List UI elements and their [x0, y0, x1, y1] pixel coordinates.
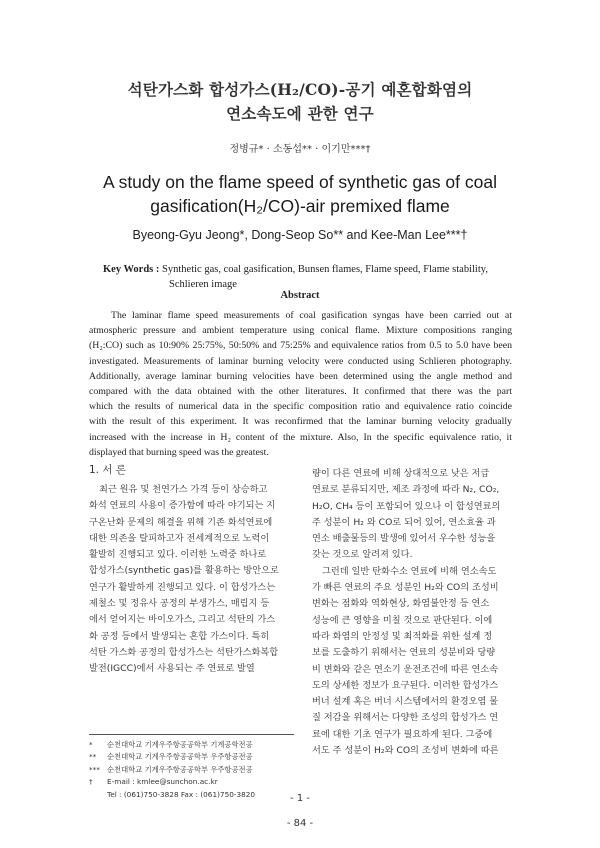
body-line: 변화는 점화와 역화현상, 화염불안정 등 연소	[312, 598, 490, 610]
body-line: 성능에 큰 영향을 미칠 것으로 판단된다. 이에	[312, 614, 493, 626]
footnote-text: 순천대학교 기계우주항공공학부 우주항공전공	[107, 752, 253, 762]
body-line: 료에 대한 기초 연구가 필요하게 된다. 그중에	[312, 728, 493, 740]
footnote-phone: Tel : (061)750-3828 Fax : (061)750-3820	[107, 789, 256, 799]
abstract-line: which the results of numerical data in the specific composition ratio and equivalence ratio coincide	[89, 401, 512, 413]
footnote-text: 순천대학교 기계우주항공공학부 우주항공전공	[107, 764, 253, 774]
abstract-body	[89, 308, 512, 460]
abstract-line: compared with the data obtained with the other literatures. It confirmed that there was the part	[89, 386, 512, 398]
keywords-line-1	[103, 262, 513, 277]
korean-title-line-2: 연소속도에 관한 연구	[226, 104, 374, 123]
footnote-divider	[89, 734, 294, 735]
abstract-line: The laminar flame speed measurements of coal gasification syngas have been carried out at	[111, 310, 512, 321]
body-line: 화석 연료의 사용이 증가함에 따라 야기되는 지	[89, 500, 276, 512]
abstract-line: increased with the increase in H₂ content of the mixture. Also, In the specific equivalence ratio, it	[89, 431, 512, 443]
body-line: 에서 얻어지는 바이오가스, 그리고 석탄의 가스	[89, 614, 276, 626]
section-heading-introduction: 1. 서 론	[89, 464, 126, 476]
body-line: 따라 화염의 안정성 및 최적화를 위한 설계 정	[312, 630, 493, 642]
body-line: 비 변화와 같은 연소기 운전조건에 따른 연소속	[312, 663, 499, 675]
abstract-line: atmospheric pressure and ambient temperature using conical flame. Mixture compositions ranging	[89, 325, 512, 337]
body-line: 합성가스(synthetic gas)를 활용하는 방안으로	[89, 565, 279, 577]
body-line: 량이 다른 연료에 비해 상대적으로 낮은 저급	[312, 468, 490, 479]
footnote-mark: *	[89, 740, 93, 749]
body-line: 서도 주 성분이 H₂와 CO의 조성비 변화에 따른	[312, 745, 499, 757]
abstract-line: investigated. Measurements of laminar burning velocity were conducted using Schlieren photography.	[89, 355, 512, 367]
body-line: 보를 도출하기 위해서는 연료의 성분비와 당량	[312, 647, 496, 659]
body-line: 발전(IGCC)에서 사용되는 주 연료로 발열	[89, 663, 255, 675]
body-line: 질 저감을 위해서는 다양한 조성의 합성가스 연	[312, 712, 499, 724]
body-line: 연료로 분류되지만, 제조 과정에 따라 N₂, CO₂,	[312, 484, 500, 496]
footnote-row	[89, 739, 299, 751]
body-line: 최근 원유 및 천연가스 가격 등이 상승하고	[99, 484, 268, 495]
body-line: 도의 상세한 정보가 요구된다. 이러한 합성가스	[312, 679, 499, 691]
keywords-text-1: Synthetic gas, coal gasification, Bunsen flames, Flame speed, Flame stability,	[162, 264, 488, 275]
footnote-row	[89, 764, 299, 776]
page-number-inner: - 1 -	[290, 793, 310, 804]
body-line: 활발히 진행되고 있다. 이러한 노력중 하나로	[89, 549, 267, 561]
abstract-line: (H₂:CO) such as 10:90% 25:75%, 50:50% and 75:25% and equivalence ratios from 0.5 to 5.0 have been	[89, 340, 512, 352]
body-line: 석탄 가스화 공정의 합성가스는 석탄가스화복합	[89, 646, 279, 658]
body-line: 갖는 것으로 알려져 있다.	[312, 549, 413, 561]
body-line: 주 성분이 H₂ 와 CO로 되어 있어, 연소효율 과	[312, 516, 496, 528]
keywords-text-2: Schlieren image	[169, 279, 237, 290]
footnote-mark: ***	[89, 764, 100, 774]
body-line: 가 빠른 연료의 주요 성분인 H₂와 CO의 조성비	[312, 582, 499, 594]
footnote-row	[89, 776, 299, 788]
keywords-block	[103, 262, 513, 292]
footnote-mark: †	[89, 777, 93, 787]
footnotes	[89, 739, 299, 801]
abstract-line: with the result of this experiment. It was reconfirmed that the laminar burning velocity gradually	[89, 416, 512, 428]
body-line: 대한 의존을 탈피하고자 전세계적으로 노력이	[89, 532, 270, 544]
body-line: 화 공정 등에서 발생되는 혼합 가스이다. 특히	[89, 630, 270, 642]
body-line: 그런데 일반 탄화수소 연료에 비해 연소속도	[322, 565, 497, 577]
page-number-bottom: - 84 -	[286, 818, 314, 829]
abstract-line: Additionally, average laminar burning velocities have been determined using the angle method and	[89, 370, 512, 382]
body-line: 연소 배출물등의 발생에 있어서 우수한 성능을	[312, 533, 496, 545]
english-authors: Byeong-Gyu Jeong*, Dong-Seop So** and Kee-Man Lee***†	[132, 228, 468, 242]
footnote-row	[89, 751, 299, 763]
body-line: 연구가 활발하게 진행되고 있다. 이 합성가스는	[89, 581, 276, 593]
keywords-label: Key Words :	[103, 264, 160, 275]
body-line: 구온난화 문제의 해결을 위해 기존 화석연료에	[89, 516, 273, 528]
footnote-email: E-mail : kmlee@sunchon.ac.kr	[107, 777, 218, 787]
body-column-right	[312, 466, 516, 759]
english-title-line-2: gasification(H₂/CO)-air premixed flame	[150, 196, 450, 216]
footnote-text: 순천대학교 기계우주항공공학부 기계공학전공	[107, 740, 253, 749]
body-line: 제철소 및 정유사 공정의 부생가스, 매립지 등	[89, 598, 270, 610]
korean-authors: 정병규* · 소동섭** · 이기만***†	[229, 144, 371, 155]
footnote-mark: **	[89, 752, 97, 762]
body-column-left	[89, 482, 293, 678]
korean-title-line-1: 석탄가스화 합성가스(H₂/CO)-공기 예혼합화염의	[127, 80, 473, 99]
abstract-heading: Abstract	[280, 290, 320, 301]
abstract-line: displayed that burning speed was the greatest.	[89, 446, 269, 458]
english-title-line-1: A study on the flame speed of synthetic gas of coal	[103, 172, 497, 192]
body-line: H₂O, CH₄ 등이 포함되어 있으나 이 합성연료의	[312, 500, 501, 512]
body-line: 버너 설계 혹은 버너 시스템에서의 환경오염 물	[312, 696, 499, 708]
